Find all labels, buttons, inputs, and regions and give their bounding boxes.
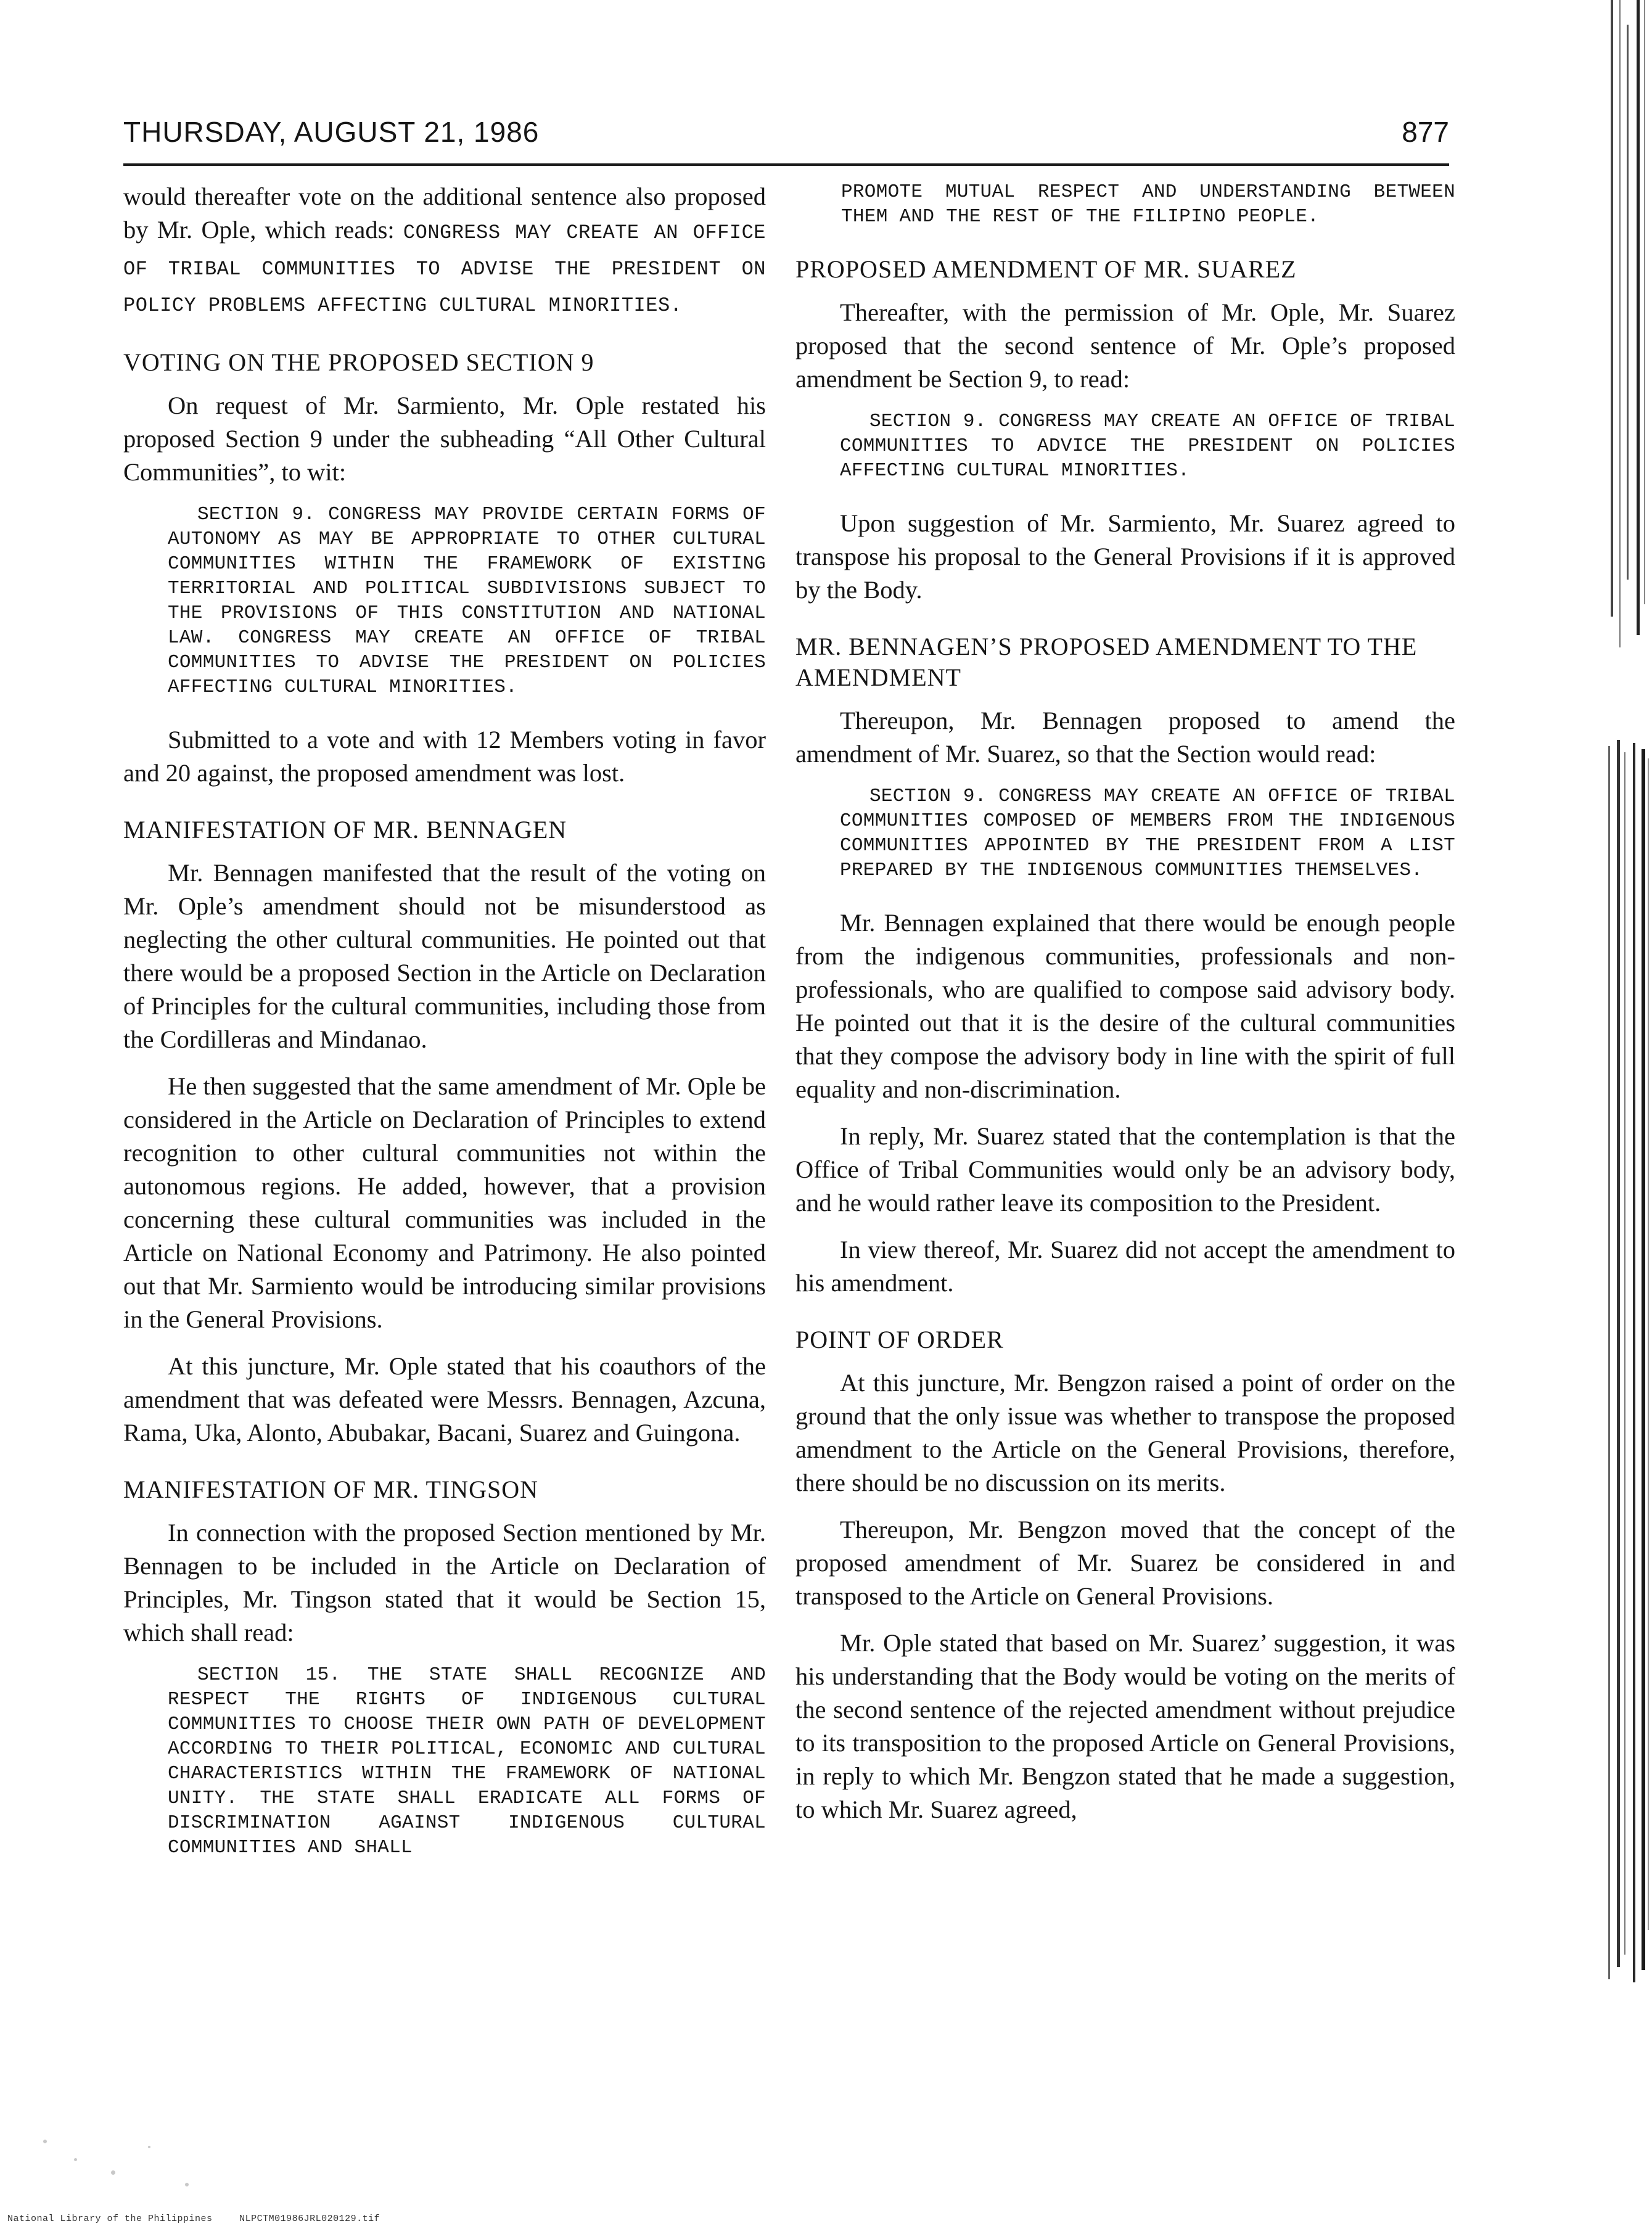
paragraph: Mr. Ople stated that based on Mr. Suarez’ suggestion, it was his understanding that the Body would be voting on the merits of the second sentence of the rejected amendment without prejudice to its transposition to the proposed Article on General Provisions, in reply to which Mr. Bengzon stated that he made a suggestion, to which Mr. Suarez agreed, (795, 1629, 1455, 1823)
paragraph (123, 180, 766, 322)
paragraph: In view thereof, Mr. Suarez did not accept the amendment to his amendment. (795, 1236, 1455, 1297)
quoted-provision: SECTION 9. CONGRESS MAY PROVIDE CERTAIN FORMS OF AUTONOMY AS MAY BE APPROPRIATE TO OTHER CULTURAL COMMUNITIES WITHIN THE FRAMEWORK OF EXISTING TERRITORIAL AND POLITICAL SUBDIVISIONS SUBJECT TO THE PROVISIONS OF THIS CONSTITUTION AND NATIONAL LAW. CONGRESS MAY CREATE AN OFFICE OF TRIBAL COMMUNITIES TO ADVISE THE PRESIDENT ON POLICIES AFFECTING CULTURAL MINORITIES. (168, 504, 766, 698)
paragraph: On request of Mr. Sarmiento, Mr. Ople restated his proposed Section 9 under the subheading “All Other Cultural Communities”, to wit: (123, 392, 766, 486)
section-heading: PROPOSED AMENDMENT OF MR. SUAREZ (795, 255, 1297, 283)
paragraph: Upon suggestion of Mr. Sarmiento, Mr. Suarez agreed to transpose his proposal to the General Provisions if it is approved by the Body. (795, 509, 1455, 604)
right-column (795, 180, 1455, 1840)
paragraph: In connection with the proposed Section mentioned by Mr. Bennagen to be included in the Article on Declaration of Principles, Mr. Tingson stated that it would be Section 15, which shall read: (123, 1519, 766, 1646)
paragraph: He then suggested that the same amendment of Mr. Ople be considered in the Article on Declaration of Principles to extend recognition to other cultural communities not within the autonomous regions. He added, however, that a provision concerning these cultural communities was included in the Article on National Economy and Patrimony. He also pointed out that Mr. Sarmiento would be introducing similar provisions in the General Provisions. (123, 1072, 766, 1333)
section-heading: MANIFESTATION OF MR. TINGSON (123, 1476, 538, 1503)
scan-speck (148, 2146, 150, 2148)
scan-speck (111, 2170, 115, 2175)
page-header (123, 114, 1449, 166)
section-heading: MR. BENNAGEN’S PROPOSED AMENDMENT TO THE AMENDMENT (795, 633, 1418, 691)
paragraph: Thereafter, with the permission of Mr. Ople, Mr. Suarez proposed that the second sentence of Mr. Ople’s proposed amendment be Section 9, to read: (795, 298, 1455, 393)
footer-library: National Library of the Philippines (7, 2214, 213, 2224)
quoted-provision-continued: PROMOTE MUTUAL RESPECT AND UNDERSTANDING BETWEEN THEM AND THE REST OF THE FILIPINO PEOPLE. (841, 181, 1455, 228)
scan-footer (7, 2214, 401, 2224)
paragraph: At this juncture, Mr. Ople stated that his coauthors of the amendment that was defeated were Messrs. Bennagen, Azcuna, Rama, Uka, Alonto, Abubakar, Bacani, Suarez and Guingona. (123, 1352, 766, 1447)
footer-filename: NLPCTM01986JRL020129.tif (239, 2214, 380, 2224)
paragraph: Mr. Bennagen explained that there would be enough people from the indigenous communities, professionals and non-professionals, who are qualified to compose said advisory body. He pointed out that it is the desire of the cultural communities that they compose the advisory body in line with the spirit of full equality and non-discrimination. (795, 909, 1455, 1103)
scan-speck (43, 2140, 47, 2143)
section-heading: MANIFESTATION OF MR. BENNAGEN (123, 816, 567, 844)
scan-edge-artifact (1606, 0, 1652, 2229)
quoted-provision: SECTION 9. CONGRESS MAY CREATE AN OFFICE OF TRIBAL COMMUNITIES COMPOSED OF MEMBERS FROM THE INDIGENOUS COMMUNITIES APPOINTED BY THE PRESIDENT FROM A LIST PREPARED BY THE INDIGENOUS COMMUNITIES THEMSELVES. (840, 786, 1455, 881)
left-column (123, 180, 766, 1884)
paragraph: Mr. Bennagen manifested that the result of the voting on Mr. Ople’s amendment should not be misunderstood as neglecting the other cultural communities. He pointed out that there would be a proposed Section in the Article on Declaration of Principles for the cultural communities, including those from the Cordilleras and Mindanao. (123, 859, 766, 1053)
section-heading: VOTING ON THE PROPOSED SECTION 9 (123, 348, 594, 376)
paragraph: Thereupon, Mr. Bengzon moved that the concept of the proposed amendment of Mr. Suarez be considered in and transposed to the Article on General Provisions. (795, 1516, 1455, 1610)
paragraph: In reply, Mr. Suarez stated that the contemplation is that the Office of Tribal Communities would only be an advisory body, and he would rather leave its composition to the President. (795, 1122, 1455, 1217)
section-heading: POINT OF ORDER (795, 1326, 1004, 1353)
paragraph: Submitted to a vote and with 12 Members voting in favor and 20 against, the proposed amendment was lost. (123, 726, 766, 787)
paragraph: Thereupon, Mr. Bennagen proposed to amend the amendment of Mr. Suarez, so that the Section would read: (795, 707, 1455, 768)
scan-speck (185, 2183, 189, 2186)
inline-quote: CONGRESS MAY CREATE AN OFFICE OF TRIBAL COMMUNITIES TO ADVISE THE PRESIDENT ON POLICY PROBLEMS AFFECTING CULTURAL MINORITIES. (123, 221, 766, 317)
paragraph-text: would thereafter vote on the additional sentence also proposed by Mr. Ople, which reads: (123, 183, 766, 244)
paragraph: At this juncture, Mr. Bengzon raised a point of order on the ground that the only issue was whether to transpose the proposed amendment to the Article on the General Provisions, therefore, there should be no discussion on its merits. (795, 1369, 1455, 1496)
page-number: 877 (1402, 116, 1449, 148)
quoted-provision: SECTION 9. CONGRESS MAY CREATE AN OFFICE OF TRIBAL COMMUNITIES TO ADVICE THE PRESIDENT ON POLICIES AFFECTING CULTURAL MINORITIES. (840, 411, 1455, 482)
quoted-provision: SECTION 15. THE STATE SHALL RECOGNIZE AND RESPECT THE RIGHTS OF INDIGENOUS CULTURAL COMMUNITIES TO CHOOSE THEIR OWN PATH OF DEVELOPMENT ACCORDING TO THEIR POLITICAL, ECONOMIC AND CULTURAL CHARACTERISTICS WITHIN THE FRAMEWORK OF NATIONAL UNITY. THE STATE SHALL ERADICATE ALL FORMS OF DISCRIMINATION AGAINST INDIGENOUS CULTURAL COMMUNITIES AND SHALL (168, 1664, 766, 1858)
scan-speck (74, 2158, 77, 2161)
header-date: THURSDAY, AUGUST 21, 1986 (123, 116, 540, 148)
